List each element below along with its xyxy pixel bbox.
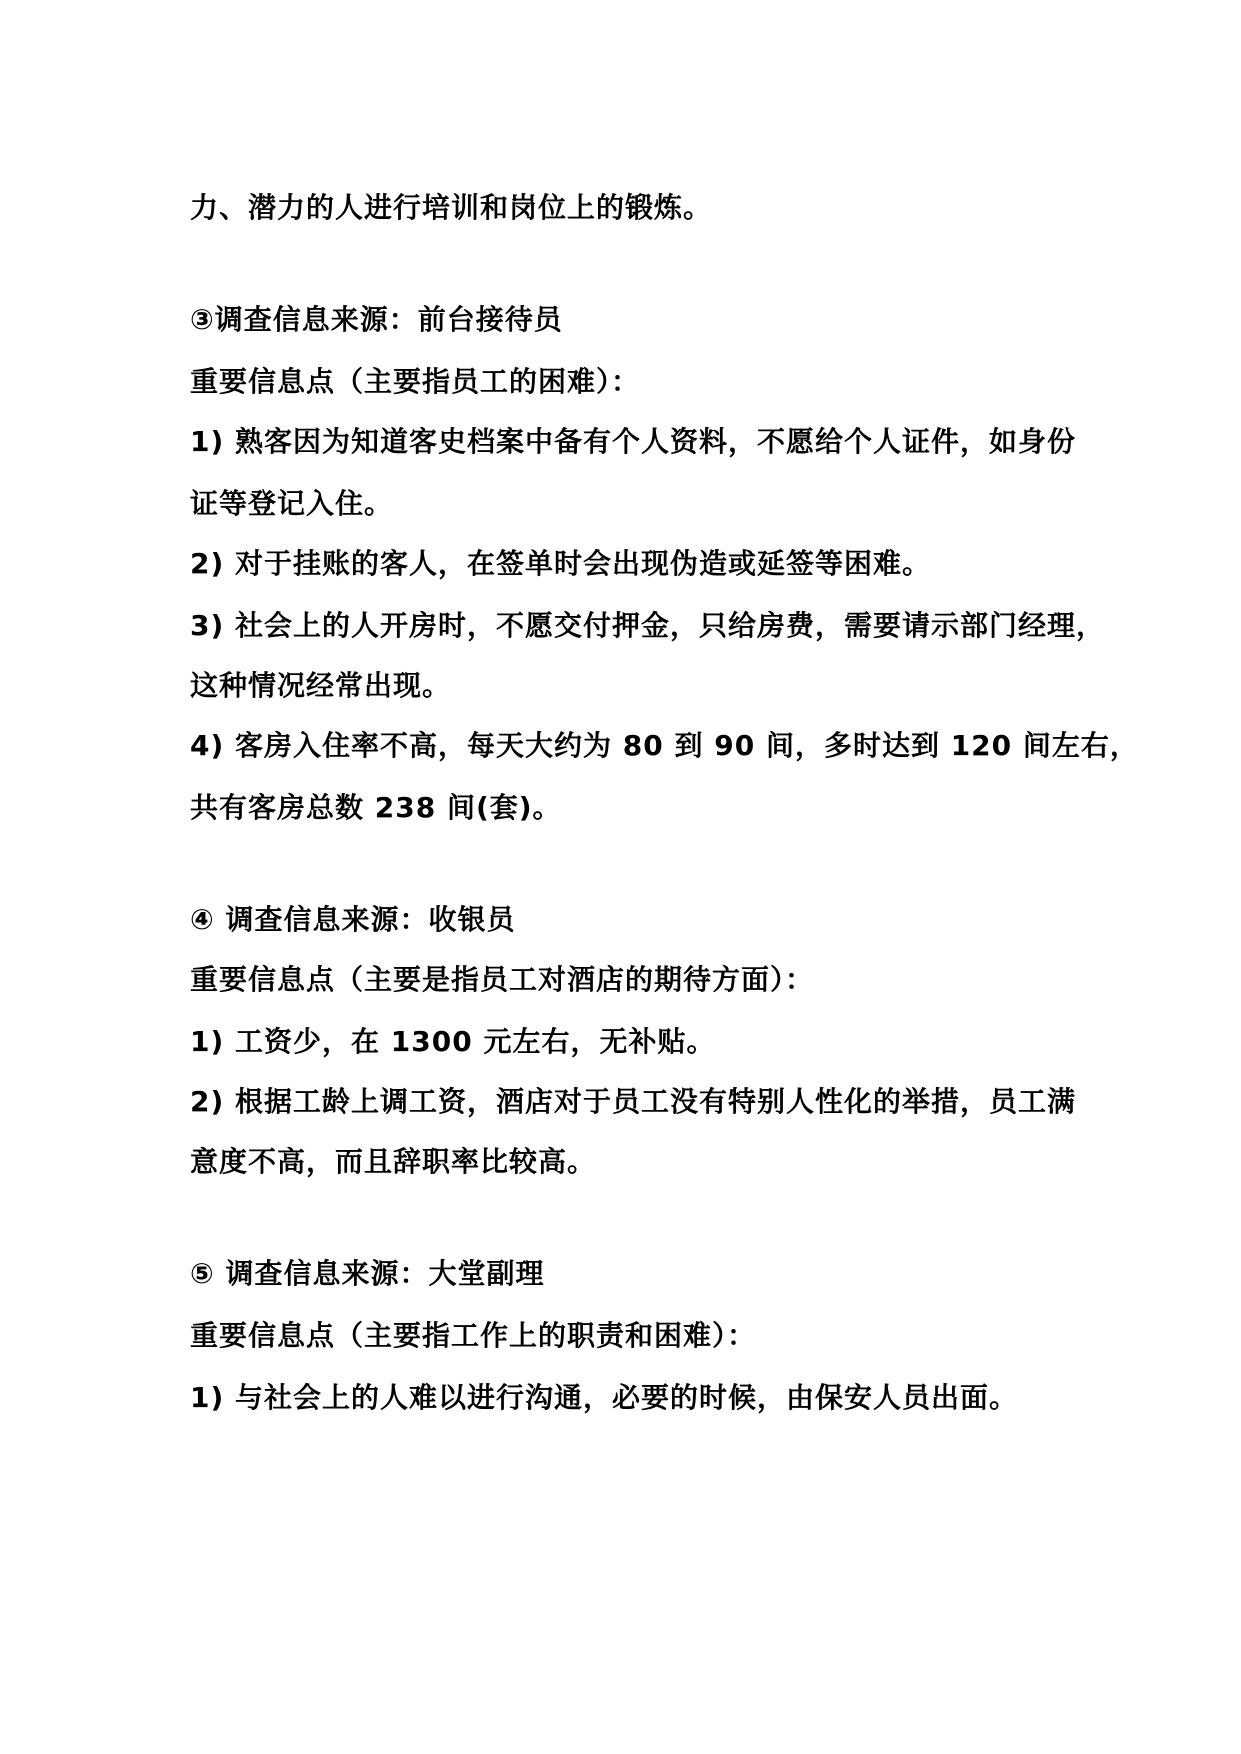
section-heading-lobby-manager: ⑤ 调查信息来源：大堂副理 [190, 1257, 545, 1290]
list-item-continuation: 这种情况经常出现。 [190, 669, 452, 702]
key-info-heading: 重要信息点（主要是指员工对酒店的期待方面）： [190, 963, 815, 996]
key-info-heading: 重要信息点（主要指工作上的职责和困难）： [190, 1319, 757, 1352]
paragraph-line: 力、潜力的人进行培训和岗位上的锻炼。 [190, 191, 713, 224]
list-item: 1) 熟客因为知道客史档案中备有个人资料，不愿给个人证件，如身份 [190, 425, 1077, 458]
list-item: 4) 客房入住率不高，每天大约为 80 到 90 间，多时达到 120 间左右， [190, 729, 1139, 762]
list-item: 1) 工资少，在 1300 元左右，无补贴。 [190, 1025, 716, 1058]
list-item: 3) 社会上的人开房时，不愿交付押金，只给房费，需要请示部门经理， [190, 609, 1106, 642]
list-item-continuation: 共有客房总数 238 间(套)。 [190, 791, 562, 824]
key-info-heading: 重要信息点（主要指员工的困难）： [190, 365, 641, 398]
list-item: 1) 与社会上的人难以进行沟通，必要的时候，由保安人员出面。 [190, 1381, 1019, 1414]
list-item: 2) 对于挂账的客人，在签单时会出现伪造或延签等困难。 [190, 547, 932, 580]
list-item-continuation: 证等登记入住。 [190, 487, 394, 520]
section-heading-front-desk: ③调查信息来源：前台接待员 [190, 303, 563, 336]
list-item: 2) 根据工龄上调工资，酒店对于员工没有特别人性化的举措，员工满 [190, 1085, 1077, 1118]
list-item-continuation: 意度不高，而且辞职率比较高。 [190, 1145, 597, 1178]
section-heading-cashier: ④ 调查信息来源：收银员 [190, 903, 516, 936]
